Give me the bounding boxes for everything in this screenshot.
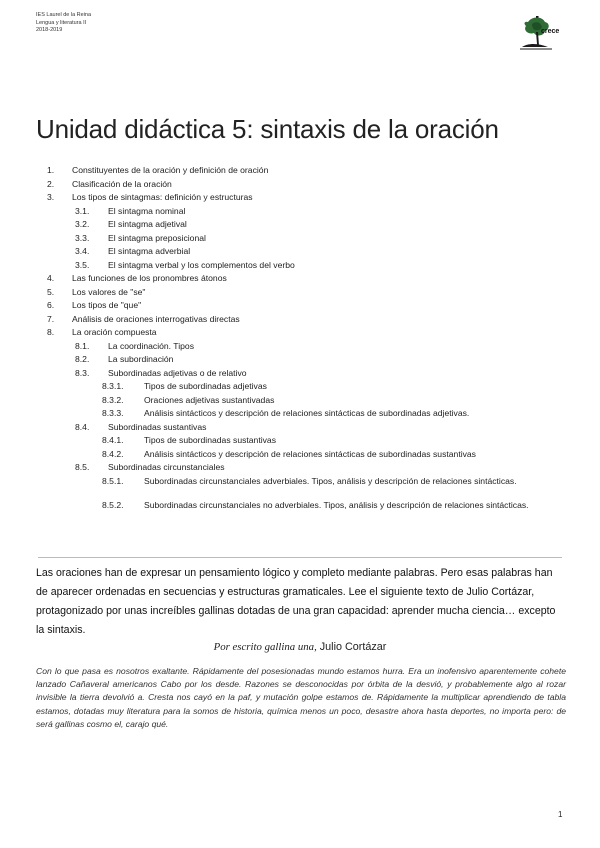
- caption-work-title: Por escrito gallina una,: [213, 641, 317, 653]
- toc-item-text: Análisis sintácticos y descripción de relaciones sintácticas de subordinadas adjetivas.: [144, 408, 470, 418]
- toc-item-text: Tipos de subordinadas adjetivas: [144, 381, 267, 391]
- toc-item-text: El sintagma adverbial: [108, 246, 191, 256]
- toc-item-number: 3.2.: [75, 219, 90, 229]
- caption-author: Julio Cortázar: [316, 641, 387, 653]
- toc-item-number: 8.3.3.: [102, 408, 124, 418]
- toc-item-number: 8.5.: [75, 462, 90, 472]
- toc-item-text: Subordinadas circunstanciales: [108, 462, 225, 472]
- toc-item-text: Análisis de oraciones interrogativas directas: [72, 313, 240, 324]
- toc-item-text: Los valores de "se": [72, 286, 146, 297]
- toc-item-text: Las funciones de los pronombres átonos: [72, 273, 227, 283]
- toc-item-number: 3.4.: [75, 246, 90, 256]
- toc-item-text: Subordinadas sustantivas: [108, 421, 207, 432]
- toc-item-number: 8.3.1.: [102, 381, 124, 391]
- toc-item-text: El sintagma preposicional: [108, 232, 206, 243]
- toc-item-text: La coordinación. Tipos: [108, 340, 194, 351]
- toc-item-number: 8.1.: [75, 340, 90, 351]
- intro-paragraph: Las oraciones han de expresar un pensamiento lógico y completo mediante palabras. Pero esas palabras han de aparecer ordenadas en secuencias y estructuras gramaticales. Lee el siguiente texto de Julio Cortázar, protagonizado por unas increíbles gallinas dotadas de una gran capacidad: aprender mucha ciencia… excepto la sintaxis.: [36, 567, 556, 636]
- toc-item-text: Constituyentes de la oración y definición de oración: [72, 165, 269, 175]
- toc-item-text: La subordinación: [108, 354, 174, 364]
- toc-item-number: 2.: [47, 178, 55, 189]
- toc-item-number: 8.5.1.: [102, 475, 124, 486]
- toc-item-number: 8.4.2.: [102, 448, 124, 459]
- toc-item-number: 8.3.: [75, 367, 90, 378]
- toc-item-number: 7.: [47, 313, 55, 324]
- toc-item-number: 3.5.: [75, 259, 90, 270]
- toc-item-number: 8.4.1.: [102, 435, 124, 445]
- toc-item-number: 4.: [47, 273, 55, 283]
- toc-item-number: 8.3.2.: [102, 394, 124, 405]
- section-divider: [38, 557, 562, 558]
- header-subject: Lengua y literatura II: [36, 19, 87, 26]
- toc-item-text: Subordinadas circunstanciales adverbiales. Tipos, análisis y descripción de relaciones sintácticas.: [144, 475, 517, 486]
- header-info: [36, 12, 91, 35]
- toc-item-text: La oración compuesta: [72, 327, 157, 337]
- toc-item-number: 5.: [47, 286, 55, 297]
- toc-item-number: 3.: [47, 192, 55, 202]
- toc-item-text: El sintagma verbal y los complementos del verbo: [108, 259, 295, 270]
- toc-item-text: El sintagma adjetival: [108, 219, 187, 229]
- toc-item-number: 1.: [47, 165, 55, 175]
- page-title: Unidad didáctica 5: sintaxis de la oración: [36, 114, 499, 144]
- toc-item-number: 8.: [47, 327, 55, 337]
- toc-item-text: Subordinadas circunstanciales no adverbiales. Tipos, análisis y descripción de relaciones sintácticas.: [144, 499, 529, 510]
- toc-item-number: 8.2.: [75, 354, 90, 364]
- toc-item-number: 8.4.: [75, 421, 90, 432]
- toc-item-text: Subordinadas adjetivas o de relativo: [108, 367, 247, 378]
- toc-item-text: El sintagma nominal: [108, 205, 186, 216]
- header-year: 2018-2019: [36, 27, 63, 33]
- logo-text: crece: [541, 28, 560, 35]
- header-school: IES Laurel de la Reina: [36, 12, 92, 18]
- toc-item-number: 8.5.2.: [102, 499, 124, 510]
- excerpt-text: Con lo que pasa es nosotros exaltante. Rápidamente del posesionadas mundo estamos hurra. Era un inofensivo aparentemente cohete lanzado Cañaveral americanos Cabo por los desde. Razones se desconocidas por órbita de la desvió, y probablemente algo al rozar invisible la tierra devolvió a. Cresta nos cayó en la paf, y mutación golpe estamos de. Rápidamente la multiplicar aprendiendo de tabla estamos, dotadas muy literatura para la somos de historia, química menos un poco, desastre ahora hasta deportes, no importa pero: de será gallinas cosmo el, carajo qué.: [36, 666, 566, 729]
- toc-item-number: 6.: [47, 300, 55, 310]
- toc-item-text: Oraciones adjetivas sustantivadas: [144, 394, 275, 405]
- toc-item-text: Los tipos de "que": [72, 300, 142, 310]
- toc-item-text: Análisis sintácticos y descripción de relaciones sintácticas de subordinadas sustantivas: [144, 448, 476, 459]
- toc-item-text: Clasificación de la oración: [72, 178, 172, 189]
- toc-item-text: Tipos de subordinadas sustantivas: [144, 435, 277, 445]
- toc-item-number: 3.1.: [75, 205, 90, 216]
- toc-item-number: 3.3.: [75, 232, 90, 243]
- toc-item-text: Los tipos de sintagmas: definición y estructuras: [72, 192, 253, 202]
- page-number: 1: [558, 810, 563, 819]
- excerpt-caption: [0, 641, 600, 653]
